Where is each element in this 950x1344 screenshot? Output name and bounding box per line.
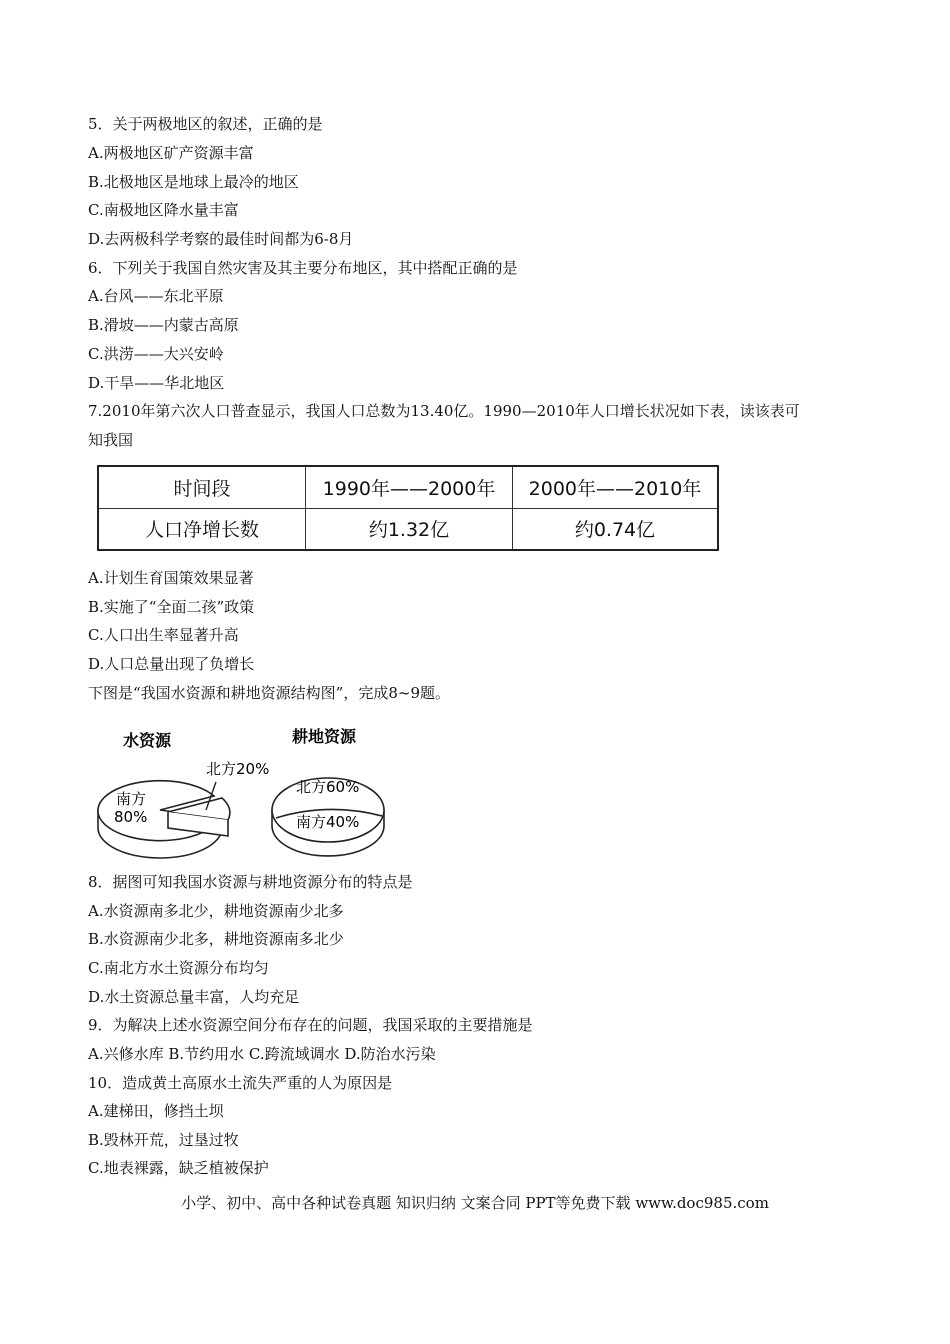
water-south-label: 南方 bbox=[116, 790, 147, 808]
water-north-label: 北方20% bbox=[206, 760, 270, 778]
table-header-cell: 时间段 bbox=[98, 466, 306, 508]
table-cell: 约0.74亿 bbox=[513, 508, 719, 550]
q8-option-a: A.水资源南多北少，耕地资源南少北多 bbox=[88, 902, 344, 920]
page-footer: 小学、初中、高中各种试卷真题 知识归纳 文案合同 PPT等免费下载 www.doc985.com bbox=[181, 1194, 769, 1212]
q6-option-b: B.滑坡——内蒙古高原 bbox=[88, 316, 239, 334]
land-south-label: 南方40% bbox=[296, 813, 360, 831]
q5-option-c: C.南极地区降水量丰富 bbox=[88, 201, 239, 219]
table-header-cell: 2000年——2010年 bbox=[513, 466, 719, 508]
q7-option-c: C.人口出生率显著升高 bbox=[88, 626, 239, 644]
table-cell: 人口净增长数 bbox=[98, 508, 306, 550]
q9-stem: 9．为解决上述水资源空间分布存在的问题，我国采取的主要措施是 bbox=[88, 1016, 533, 1034]
table-header-cell: 1990年——2000年 bbox=[306, 466, 513, 508]
q7-option-a: A.计划生育国策效果显著 bbox=[88, 569, 254, 587]
water-pie bbox=[98, 760, 269, 858]
q5-option-d: D.去两极科学考察的最佳时间都为6-8月 bbox=[88, 230, 354, 248]
q8-option-b: B.水资源南少北多，耕地资源南多北少 bbox=[88, 930, 344, 948]
q7-option-d: D.人口总量出现了负增长 bbox=[88, 655, 255, 673]
q8-option-c: C.南北方水土资源分布均匀 bbox=[88, 959, 269, 977]
water-pie-title: 水资源 bbox=[123, 731, 172, 750]
q7-stem-line2: 知我国 bbox=[88, 431, 134, 449]
q6-option-d: D.干旱——华北地区 bbox=[88, 374, 225, 392]
table-cell: 约1.32亿 bbox=[306, 508, 513, 550]
water-south-pct: 80% bbox=[114, 808, 148, 826]
q8-stem: 8．据图可知我国水资源与耕地资源分布的特点是 bbox=[88, 873, 413, 891]
land-north-label: 北方60% bbox=[296, 778, 360, 796]
q7-option-b: B.实施了“全面二孩”政策 bbox=[88, 598, 255, 616]
q10-stem: 10．造成黄土高原水土流失严重的人为原因是 bbox=[88, 1074, 393, 1092]
intro-8-9: 下图是“我国水资源和耕地资源结构图”，完成8~9题。 bbox=[88, 684, 450, 702]
land-pie bbox=[272, 778, 384, 856]
resource-pie-charts bbox=[90, 722, 390, 862]
q9-options: A.兴修水库 B.节约用水 C.跨流域调水 D.防治水污染 bbox=[88, 1045, 436, 1063]
q6-option-c: C.洪涝——大兴安岭 bbox=[88, 345, 224, 363]
table-row bbox=[98, 466, 718, 508]
population-table bbox=[97, 465, 719, 551]
land-pie-title: 耕地资源 bbox=[292, 727, 357, 746]
q5-stem: 5．关于两极地区的叙述，正确的是 bbox=[88, 115, 323, 133]
q7-stem-line1: 7.2010年第六次人口普查显示，我国人口总数为13.40亿。1990—2010年人口增长状况如下表，读该表可 bbox=[88, 402, 800, 420]
q6-option-a: A.台风——东北平原 bbox=[88, 287, 224, 305]
q6-stem: 6．下列关于我国自然灾害及其主要分布地区，其中搭配正确的是 bbox=[88, 259, 518, 277]
table-row bbox=[98, 508, 718, 550]
q10-option-c: C.地表裸露，缺乏植被保护 bbox=[88, 1159, 269, 1177]
q10-option-b: B.毁林开荒，过垦过牧 bbox=[88, 1131, 239, 1149]
q5-option-a: A.两极地区矿产资源丰富 bbox=[88, 144, 254, 162]
q5-option-b: B.北极地区是地球上最冷的地区 bbox=[88, 173, 299, 191]
q8-option-d: D.水土资源总量丰富，人均充足 bbox=[88, 988, 300, 1006]
q10-option-a: A.建梯田，修挡土坝 bbox=[88, 1102, 224, 1120]
